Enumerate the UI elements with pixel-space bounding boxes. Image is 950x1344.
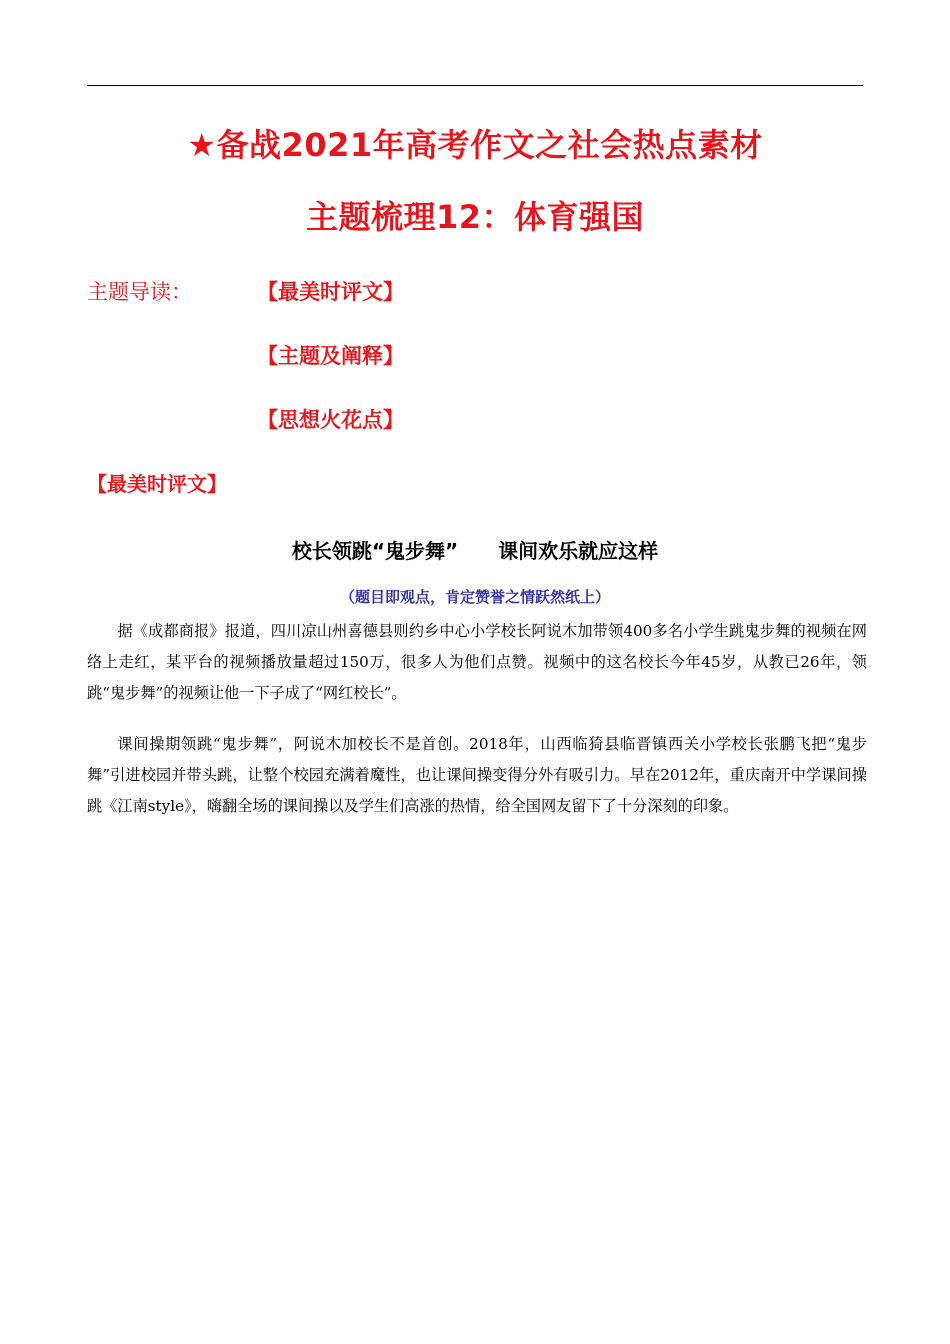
guide-item-theme-explanation: 【主题及阐释】 [257,344,404,368]
section-heading: 【最美时评文】 [87,472,227,496]
guide-item-best-commentary: 【最美时评文】 [257,280,404,304]
article-note: （题目即观点，肯定赞誉之情跃然纸上） [339,588,610,606]
article-title: 校长领跳“鬼步舞” 课间欢乐就应这样 [291,539,659,563]
document-subtitle: 主题梳理12：体育强国 [305,198,645,236]
top-rule [87,85,863,86]
article-paragraph: 据《成都商报》报道，四川凉山州喜德县则约乡中心小学校长阿说木加带领400多名小学生跳鬼步舞的视频在网络上走红，某平台的视频播放量超过150万，很多人为他们点赞。视频中的这名校长今年45岁，从教已26年，领跳“鬼步舞”的视频让他一下子成了“网红校长”。 [87,622,867,702]
guide-label: 主题导读： [87,280,192,304]
document-title: ★备战2021年高考作文之社会热点素材 [187,126,763,164]
guide-item-idea-sparks: 【思想火花点】 [257,408,404,432]
article-paragraph: 课间操期领跳“鬼步舞”，阿说木加校长不是首创。2018年，山西临猗县临晋镇西关小学校长张鹏飞把“鬼步舞”引进校园并带头跳，让整个校园充满着魔性，也让课间操变得分外有吸引力。早在2012年，重庆南开中学课间操跳《江南style》，嗨翻全场的课间操以及学生们高涨的热情，给全国网友留下了十分深刻的印象。 [87,735,867,815]
